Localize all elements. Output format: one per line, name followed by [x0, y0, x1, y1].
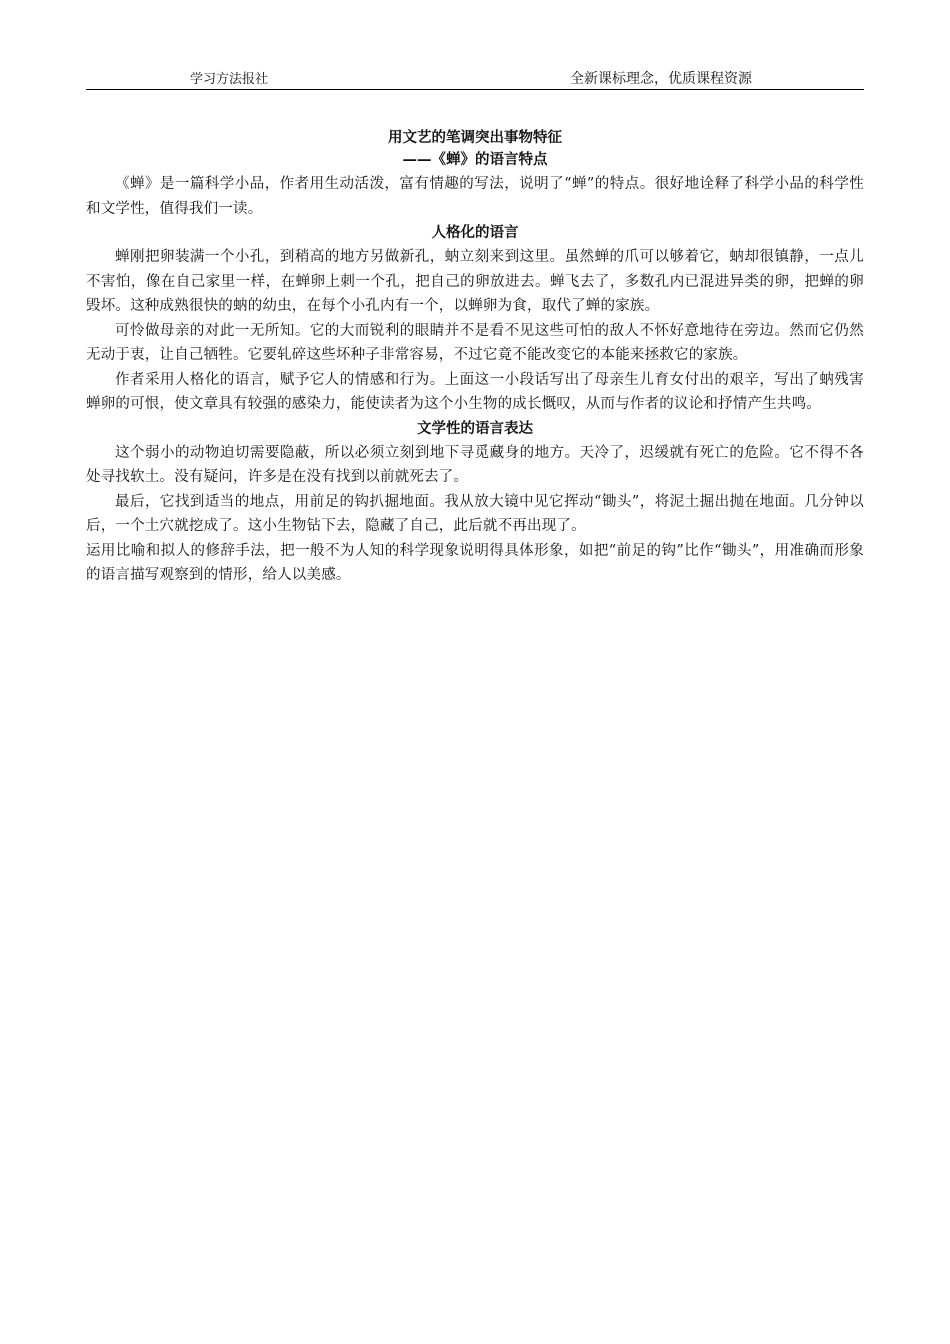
section-heading-literary: 文学性的语言表达: [417, 419, 533, 437]
section2-paragraph-3: 运用比喻和拟人的修辞手法，把一般不为人知的科学现象说明得具体形象，如把“前足的钩”比作“锄头”，用准确而形象的语言描写观察到的情形，给人以美感。: [86, 542, 864, 583]
article-subtitle: ——《蝉》的语言特点: [402, 151, 548, 168]
section1-paragraph-1: 蝉刚把卵装满一个小孔，到稍高的地方另做新孔，蚋立刻来到这里。虽然蝉的爪可以够着它，蚋却很镇静，一点儿不害怕，像在自己家里一样，在蝉卵上刺一个孔，把自己的卵放进去。蝉飞去了，多数孔内已混进异类的卵，把蝉的卵毁坏。这种成熟很快的蚋的幼虫，在每个小孔内有一个，以蝉卵为食，取代了蝉的家族。: [86, 249, 864, 314]
page-header: [86, 0, 864, 90]
section1-paragraph-2: 可怜做母亲的对此一无所知。它的大而锐利的眼睛并不是看不见这些可怕的敌人不怀好意地待在旁边。然而它仍然无动于衷，让自己牺牲。它要轧碎这些坏种子非常容易，不过它竟不能改变它的本能来拯救它的家族。: [86, 322, 864, 363]
header-publisher: 学习方法报社: [190, 72, 269, 87]
section-heading-personification: 人格化的语言: [431, 224, 519, 241]
intro-paragraph: 《蝉》是一篇科学小品，作者用生动活泼，富有情趣的写法，说明了“蝉”的特点。很好地诠释了科学小品的科学性和文学性，值得我们一读。: [86, 176, 864, 217]
document-page: [86, 0, 864, 588]
section2-paragraph-2: 最后，它找到适当的地点，用前足的钩扒掘地面。我从放大镜中见它挥动“锄头”，将泥土掘出抛在地面。几分钟以后，一个土穴就挖成了。这小生物钻下去，隐藏了自己，此后就不再出现了。: [86, 493, 864, 534]
header-slogan: 全新课标理念，优质课程资源: [570, 71, 752, 87]
section1-paragraph-3: 作者采用人格化的语言，赋予它人的情感和行为。上面这一小段话写出了母亲生儿育女付出的艰辛，写出了蚋残害蝉卵的可恨，使文章具有较强的感染力，能使读者为这个小生物的成长慨叹，从而与作者的议论和抒情产生共鸣。: [86, 371, 864, 412]
section2-paragraph-1: 这个弱小的动物迫切需要隐蔽，所以必须立刻到地下寻觅藏身的地方。天冷了，迟缓就有死亡的危险。它不得不各处寻找软土。没有疑问，许多是在没有找到以前就死去了。: [86, 444, 864, 485]
article-title: 用文艺的笔调突出事物特征: [388, 129, 562, 146]
